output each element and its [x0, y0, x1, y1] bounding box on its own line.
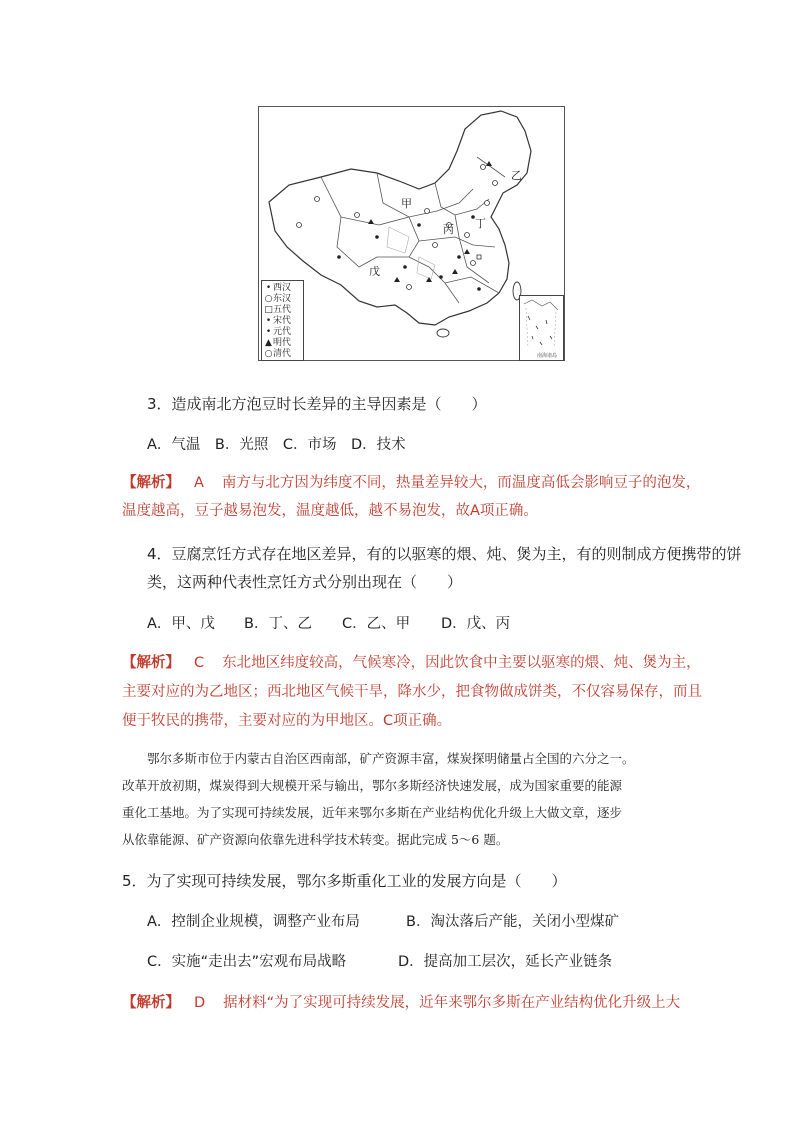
- analysis-tag: 【解析】: [122, 995, 180, 1011]
- material-line2: 改革开放初期，煤炭得到大规模开采与输出，鄂尔多斯经济快速发展，成为国家重要的能源: [122, 778, 623, 793]
- region-label-yi: 乙: [511, 169, 522, 182]
- q3-analysis-line1: 【解析】 A 南方与北方因为纬度不同，热量差异较大，而温度高低会影响豆子的泡发，: [122, 475, 701, 491]
- q4-option-a: A．甲、戊: [147, 616, 215, 632]
- q4-analysis-line2: 主要对应的为乙地区；西北地区气候干旱，降水少，把食物做成饼类，不仅容易保存，而且: [122, 684, 702, 700]
- analysis-tag: 【解析】: [122, 475, 180, 491]
- q5-analysis-line1: 【解析】 D 据材料“为了实现可持续发展，近年来鄂尔多斯在产业结构优化升级上大: [122, 995, 681, 1011]
- region-label-wu: 戊: [369, 265, 380, 278]
- answer-letter: A: [194, 475, 204, 491]
- analysis-tag: 【解析】: [122, 655, 180, 671]
- answer-letter: D: [194, 995, 206, 1011]
- q4-option-b: B．丁、乙: [244, 616, 312, 632]
- legend-row: • 元代: [265, 327, 292, 337]
- q4-stem-line1: 4．豆腐烹饪方式存在地区差异，有的以驱寒的煨、炖、煲为主，有的则制成方便携带的饼: [147, 545, 742, 563]
- q5-option-c: C．实施“走出去”宏观布局战略: [147, 954, 347, 970]
- legend-row: ○东汉: [264, 294, 292, 304]
- map-legend: [261, 280, 304, 361]
- inset-caption: 南海诸岛: [537, 353, 558, 359]
- south-china-sea-inset: [519, 295, 564, 361]
- material-line4: 从依靠能源、矿产资源向依靠先进科学技术转变。据此完成 5～6 题。: [122, 832, 509, 847]
- q3-analysis-line2: 温度越高，豆子越易泡发，温度越低，越不易泡发，故A项正确。: [122, 503, 538, 519]
- q4-analysis-line1: 【解析】 C 东北地区纬度较高，气候寒冷，因此饮食中主要以驱寒的煨、炖、煲为主，: [122, 655, 701, 671]
- material-line1: 鄂尔多斯市位于内蒙古自治区西南部，矿产资源丰富，煤炭探明储量占全国的六分之一。: [147, 751, 635, 766]
- q5-option-d: D．提高加工层次，延长产业链条: [398, 954, 613, 970]
- q5-stem: 5．为了实现可持续发展，鄂尔多斯重化工业的发展方向是（ ）: [122, 872, 567, 890]
- region-label-bing: 丙: [443, 223, 454, 236]
- q3-stem: 3．造成南北方泡豆时长差异的主导因素是（ ）: [147, 395, 487, 413]
- q4-option-d: D．戊、丙: [441, 616, 511, 632]
- q3-options: A．气温 B．光照 C．市场 D．技术: [147, 437, 406, 453]
- region-label-ding: 丁: [475, 217, 486, 230]
- q5-option-a: A．控制企业规模，调整产业布局: [147, 914, 360, 930]
- china-map-figure: [258, 106, 565, 361]
- q5-option-b: B．淘汰落后产能，关闭小型煤矿: [406, 914, 619, 930]
- legend-row: ▲明代: [265, 338, 292, 348]
- legend-row: ○清代: [264, 349, 292, 359]
- legend-row: □五代: [264, 305, 292, 315]
- legend-row: • 西汉: [265, 283, 292, 293]
- legend-row: • 宋代: [265, 316, 292, 326]
- region-label-jia: 甲: [401, 197, 412, 210]
- q4-option-c: C．乙、甲: [342, 616, 411, 632]
- answer-letter: C: [194, 655, 205, 671]
- material-line3: 重化工基地。为了实现可持续发展，近年来鄂尔多斯在产业结构优化升级上大做文章，逐步: [122, 805, 623, 820]
- q4-stem-line2: 类，这两种代表性烹饪方式分别出现在（ ）: [147, 573, 463, 591]
- q4-analysis-line3: 便于牧民的携带，主要对应的为甲地区。C项正确。: [122, 713, 452, 729]
